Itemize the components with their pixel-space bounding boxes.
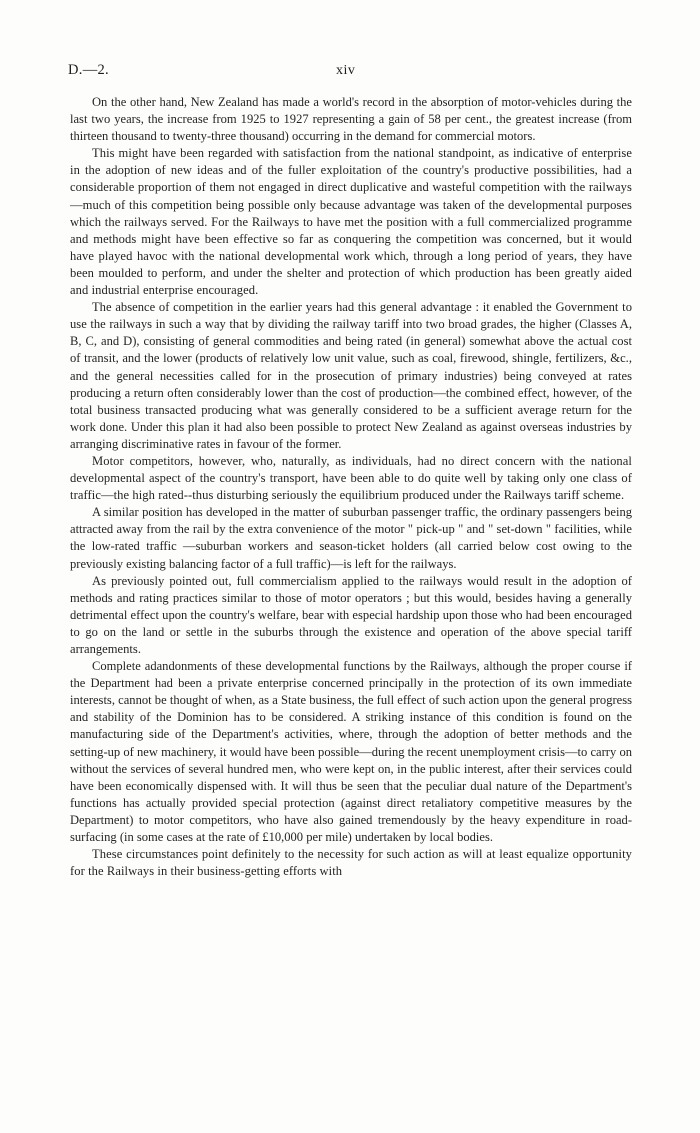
paragraph: Motor competitors, however, who, naturally, as individuals, had no direct concern with the national developmental aspect of the country's transport, have been able to do quite well by taking only one class of traffic—the high rated--thus disturbing seriously the equilibrium produced under the Railways tariff scheme.	[70, 453, 632, 503]
body-text	[70, 94, 632, 880]
page-number: xiv	[336, 63, 356, 78]
paragraph: These circumstances point definitely to the necessity for such action as will at least equalize opportunity for the Railways in their business-getting efforts with	[70, 847, 632, 879]
paragraph: This might have been regarded with satisfaction from the national standpoint, as indicative of enterprise in the adoption of new ideas and of the fuller exploitation of the country's productive possibilities, had a considerable proportion of them not engaged in direct duplicative and wasteful competition with the railways—much of this competition being possible only because advantage was taken of the developmental purposes which the railways served. For the Railways to have met the position with a full commercialized programme and methods might have been effective so far as conquering the competition was concerned, but it would have played havoc with the national developmental work which, through a long period of years, they have been moulded to perform, and under the shelter and protection of which production has been greatly aided and industrial enterprise encouraged.	[70, 146, 632, 298]
paragraph: The absence of competition in the earlier years had this general advantage : it enabled the Government to use the railways in such a way that by dividing the railway tariff into two broad grades, the higher (Classes A, B, C, and D), consisting of general commodities and being rated (in general) somewhat above the actual cost of transit, and the lower (products of relatively low unit value, such as coal, firewood, shingle, fertilizers, &c., and the general necessities called for in the prosecution of primary industries) being conveyed at rates producing a return often considerably lower than the cost of production—the combined effect, however, of the total business transacted producing what was generally considered to be a sufficient average return for the work done. Under this plan it had also been possible to protect New Zealand as against overseas industries by arranging discriminative rates in favour of the former.	[70, 300, 632, 451]
page-header	[68, 62, 632, 82]
paragraph: As previously pointed out, full commercialism applied to the railways would result in the adoption of methods and rating practices similar to those of motor operators ; but this would, besides having a generally detrimental effect upon the country's welfare, bear with especial hardship upon those who had been encouraged to go on the land or settle in the suburbs through the existence and operation of the above special tariff arrangements.	[70, 573, 632, 656]
paragraph: Complete adandonments of these developmental functions by the Railways, although the proper course if the Department had been a private enterprise concerned principally in the protection of its own immediate interests, cannot be thought of when, as a State business, the full effect of such action upon the general progress and stability of the Dominion has to be considered. A striking instance of this condition is found on the manufacturing side of the Department's activities, where, through the adoption of better methods and the setting-up of new machinery, it would have been possible—during the recent unemployment crisis—to carry on without the services of several hundred men, who were kept on, in the public interest, after their services could have been economically dispensed with. It will thus be seen that the peculiar dual nature of the Department's functions has actually provided special protection (against direct retaliatory competitive measures by the Department) to motor competitors, who have also gained tremendously by the heavy expenditure in road-surfacing (in some cases at the rate of £10,000 per mile) undertaken by local bodies.	[70, 659, 632, 845]
paragraph: A similar position has developed in the matter of suburban passenger traffic, the ordinary passengers being attracted away from the rail by the extra convenience of the motor " pick-up " and " set-down " facilities, while the low-rated traffic —suburban workers and season-ticket holders (all carried below cost owing to the previously existing balancing factor of a full traffic)—is left for the railways.	[70, 505, 632, 571]
paragraph: On the other hand, New Zealand has made a world's record in the absorption of motor-vehicles during the last two years, the increase from 1925 to 1927 representing a gain of 58 per cent., the greatest increase (from thirteen thousand to twenty-three thousand) occurring in the demand for commercial motors.	[70, 95, 632, 144]
document-number: D.—2.	[68, 62, 109, 78]
